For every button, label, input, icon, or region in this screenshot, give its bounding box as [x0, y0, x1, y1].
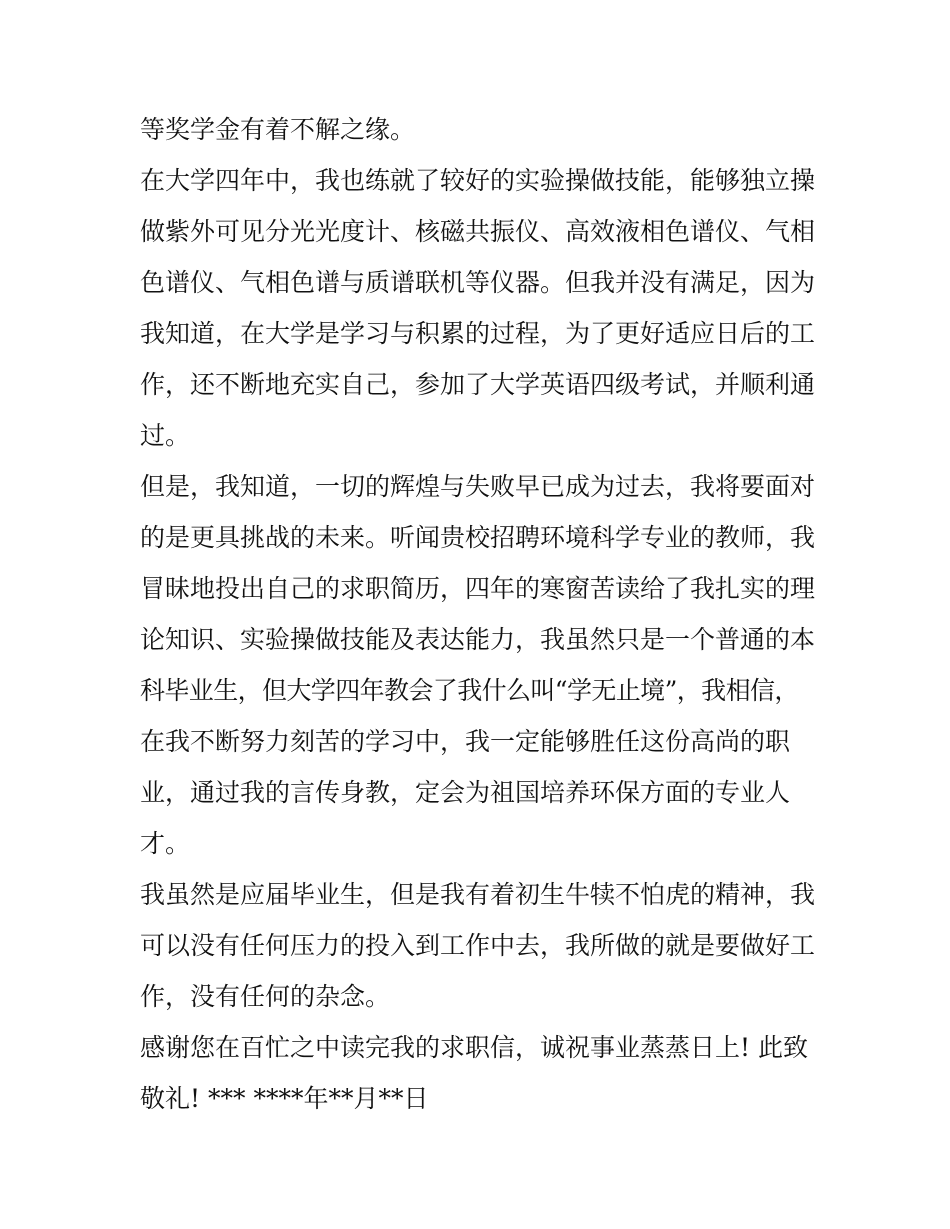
text-line: 才。 — [140, 829, 191, 858]
text-line: 科毕业生，但大学四年教会了我什么叫“学无止境”，我相信， — [140, 676, 799, 705]
text-line: 等奖学金有着不解之缘。 — [140, 115, 416, 144]
paragraph-3 — [140, 461, 820, 869]
text-line: 我知道，在大学是学习与积累的过程，为了更好适应日后的工 — [140, 319, 816, 348]
paragraph-2 — [140, 155, 820, 461]
text-line: 做紫外可见分光光度计、核磁共振仪、高效液相色谱仪、气相 — [140, 217, 816, 246]
paragraph-1 — [140, 104, 820, 155]
text-line: 感谢您在百忙之中读完我的求职信，诚祝事业蒸蒸日上! 此致 — [140, 1033, 808, 1062]
text-line: 色谱仪、气相色谱与质谱联机等仪器。但我并没有满足，因为 — [140, 268, 816, 297]
text-line: 可以没有任何压力的投入到工作中去，我所做的就是要做好工 — [140, 931, 816, 960]
text-line: 论知识、实验操做技能及表达能力，我虽然只是一个普通的本 — [140, 625, 816, 654]
text-line: 过。 — [140, 421, 191, 450]
text-line: 在我不断努力刻苦的学习中，我一定能够胜任这份高尚的职 — [140, 727, 791, 756]
text-line: 我虽然是应届毕业生，但是我有着初生牛犊不怕虎的精神，我 — [140, 880, 816, 909]
signature-date-line: 敬礼! *** ****年**月**日 — [140, 1084, 429, 1113]
text-line: 作，没有任何的杂念。 — [140, 982, 391, 1011]
text-line: 冒昧地投出自己的求职简历，四年的寒窗苦读给了我扎实的理 — [140, 574, 816, 603]
text-line: 业，通过我的言传身教，定会为祖国培养环保方面的专业人 — [140, 778, 791, 807]
text-line: 在大学四年中，我也练就了较好的实验操做技能，能够独立操 — [140, 166, 816, 195]
letter-body — [140, 104, 820, 1124]
paragraph-4 — [140, 869, 820, 1022]
text-line: 作，还不断地充实自己，参加了大学英语四级考试，并顺利通 — [140, 370, 816, 399]
text-line: 但是，我知道，一切的辉煌与失败早已成为过去，我将要面对 — [140, 472, 816, 501]
text-line: 的是更具挑战的未来。听闻贵校招聘环境科学专业的教师，我 — [140, 523, 816, 552]
paragraph-5 — [140, 1022, 820, 1124]
